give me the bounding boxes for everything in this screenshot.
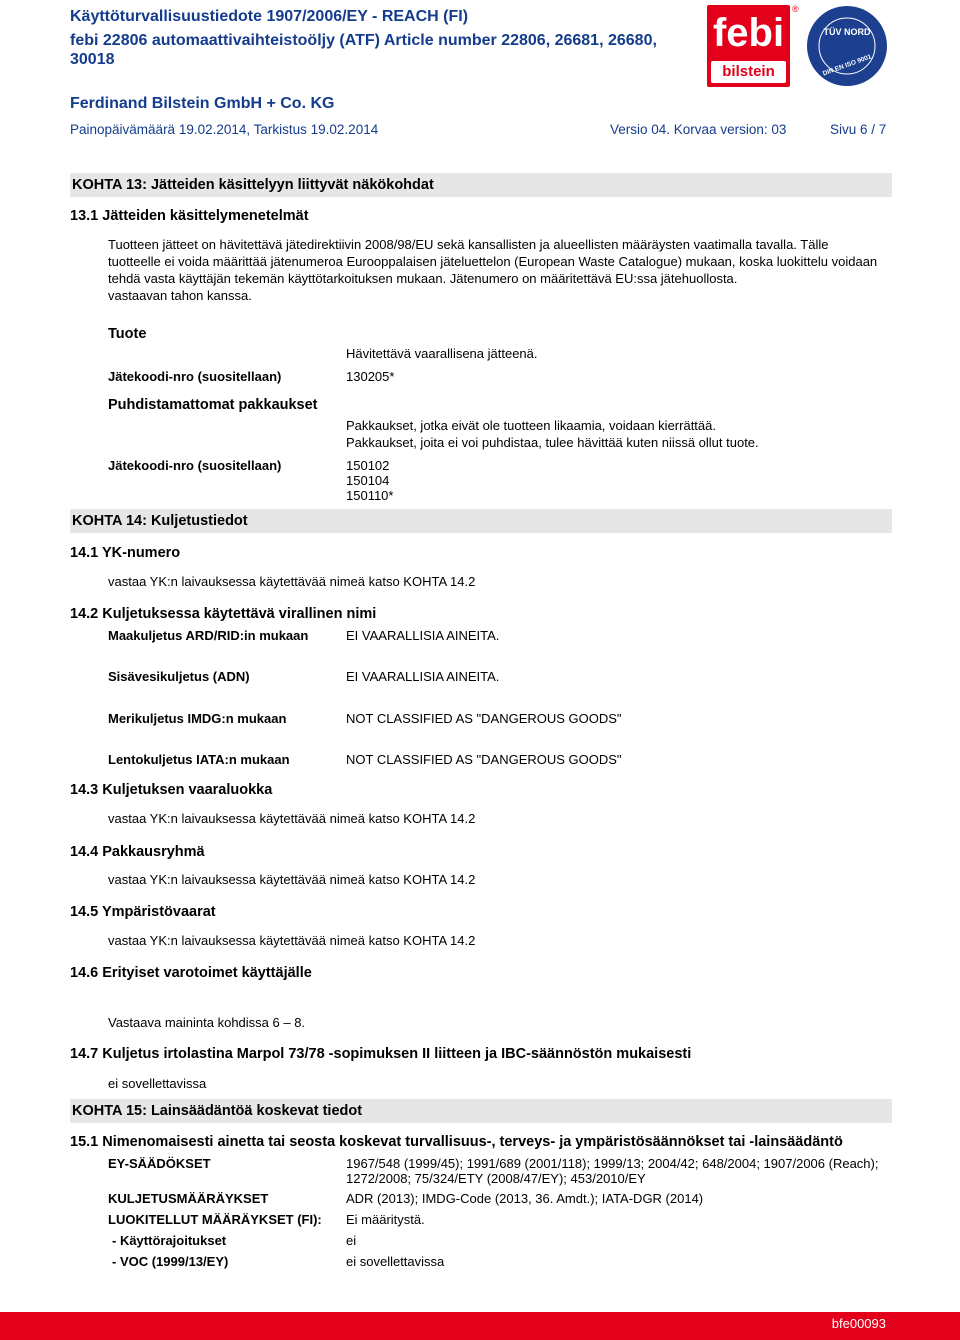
disposal-paragraph [108, 236, 888, 304]
registered-icon: ® [792, 4, 799, 14]
transport-row-label: Maakuljetus ARD/RID:in mukaan [108, 628, 309, 643]
waste-code-item: 150104 [346, 473, 390, 488]
transport-row-label: Merikuljetus IMDG:n mukaan [108, 711, 287, 726]
footer-bar [0, 1312, 960, 1340]
product-label: Tuote [108, 326, 147, 342]
transport-regulations-label: KULJETUSMÄÄRÄYKSET [108, 1191, 269, 1206]
subsection-13-1: 13.1 Jätteiden käsittelymenetelmät [70, 208, 309, 224]
classified-regulations-label: LUOKITELLUT MÄÄRÄYKSET (FI): [108, 1212, 322, 1227]
un-number-ref: vastaa YK:n laivauksessa käytettävää nimeä katso KOHTA 14.2 [108, 574, 476, 589]
subsection-14-5: 14.5 Ympäristövaarat [70, 904, 216, 920]
waste-code-item: 150102 [346, 458, 390, 473]
print-dates: Painopäivämäärä 19.02.2014, Tarkistus 19.02.2014 [70, 122, 379, 137]
packages-text-1: Pakkaukset, jotka eivät ole tuotteen likaamia, voidaan kierrättää. [346, 418, 716, 433]
waste-code-label-2: Jätekoodi-nro (suositellaan) [108, 458, 282, 473]
section-13-title: KOHTA 13: Jätteiden käsittelyyn liittyvät näkökohdat [72, 177, 434, 193]
version-info: Versio 04. Korvaa version: 03 [610, 122, 787, 137]
transport-row-value: EI VAARALLISIA AINEITA. [346, 669, 500, 684]
transport-row-label: Lentokuljetus IATA:n mukaan [108, 752, 290, 767]
document-title: Käyttöturvallisuustiedote 1907/2006/EY - REACH (FI) [70, 8, 469, 25]
transport-row-label: Sisävesikuljetus (ADN) [108, 669, 250, 684]
environment-hazards-ref: vastaa YK:n laivauksessa käytettävää nimeä katso KOHTA 14.2 [108, 933, 476, 948]
ey-regulations-label: EY-SÄÄDÖKSET [108, 1156, 211, 1171]
product-name-line1: febi 22806 automaattivaihteistoöljy (ATF) Article number 22806, 26681, 26680, [70, 32, 657, 49]
usage-restrictions-label: - Käyttörajoitukset [112, 1233, 227, 1248]
section-14-band [70, 509, 892, 533]
ey-regulations-line: 1272/2008; 75/324/ETY (2008/47/EY); 453/2010/EY [346, 1171, 646, 1186]
transport-row-value: NOT CLASSIFIED AS "DANGEROUS GOODS" [346, 711, 622, 726]
usage-restrictions-value: ei [346, 1233, 357, 1248]
subsection-14-4: 14.4 Pakkausryhmä [70, 844, 205, 860]
waste-code-item: 150110* [346, 488, 394, 503]
transport-regulations-value: ADR (2013); IMDG-Code (2013, 36. Amdt.); IATA-DGR (2014) [346, 1191, 704, 1206]
subsection-14-3: 14.3 Kuljetuksen vaaraluokka [70, 782, 273, 798]
packages-label: Puhdistamattomat pakkaukset [108, 397, 318, 413]
logo-bar [711, 61, 786, 83]
footer-code: bfe00093 [831, 1316, 886, 1331]
product-name-line2: 30018 [70, 51, 115, 68]
ey-regulations-value [346, 1156, 878, 1186]
para-line: Tuotteen jätteet on hävitettävä jätedirektiivin 2008/98/EU sekä kansallisten ja alueellisten määräysten vaatimalla tavalla. Tälle [108, 237, 829, 252]
voc-label: - VOC (1999/13/EY) [112, 1254, 229, 1269]
subsection-15-1: 15.1 Nimenomaisesti ainetta tai seosta koskevat turvallisuus-, terveys- ja ympäristösäännökset tai -lainsäädäntö [70, 1134, 843, 1150]
cert-top-text: TÜV NORD [823, 27, 871, 37]
logo-bilstein-text: bilstein [722, 63, 775, 80]
waste-code-values-2 [346, 458, 393, 503]
subsection-14-2: 14.2 Kuljetuksessa käytettävä virallinen nimi [70, 606, 377, 622]
subsection-14-1: 14.1 YK-numero [70, 545, 181, 561]
waste-code-value-1: 130205* [346, 369, 395, 384]
febi-bilstein-logo [707, 5, 790, 87]
ey-regulations-line: 1967/548 (1999/45); 1991/689 (2001/118); 1999/13; 2004/42; 648/2004; 1907/2006 (Reach); [346, 1156, 879, 1171]
transport-row-value: NOT CLASSIFIED AS "DANGEROUS GOODS" [346, 752, 622, 767]
special-precautions-ref: Vastaava maininta kohdissa 6 – 8. [108, 1015, 306, 1030]
classified-regulations-value: Ei määritystä. [346, 1212, 425, 1227]
cert-bottom-text: DIN EN ISO 9001 [821, 53, 873, 78]
subsection-14-6: 14.6 Erityiset varotoimet käyttäjälle [70, 965, 312, 981]
para-line: tehdä vasta käyttäjän tekemän käyttötarkoituksen mukaan. Jätenumero on määritettävä EU:ssa jätehuollosta. [108, 271, 738, 286]
hazard-class-ref: vastaa YK:n laivauksessa käytettävää nimeä katso KOHTA 14.2 [108, 811, 476, 826]
page-number: Sivu 6 / 7 [830, 122, 887, 137]
section-15-band [70, 1099, 892, 1123]
packages-text-2: Pakkaukset, joita ei voi puhdistaa, tulee hävittää kuten niissä ollut tuote. [346, 435, 759, 450]
logo-febi-text: febi [712, 11, 785, 55]
section-14-title: KOHTA 14: Kuljetustiedot [72, 513, 248, 529]
product-disposal-text: Hävitettävä vaarallisena jätteenä. [346, 346, 538, 361]
packing-group-ref: vastaa YK:n laivauksessa käytettävää nimeä katso KOHTA 14.2 [108, 872, 476, 887]
para-line: tuotteelle ei voida määrittää jätenumeroa Eurooppalaisen jäteluettelon (European Waste Catalogue) mukaan, koska luokittelu voidaan [108, 254, 878, 269]
tuv-nord-certificate-seal [806, 5, 888, 87]
voc-value: ei sovellettavissa [346, 1254, 445, 1269]
waste-code-label-1: Jätekoodi-nro (suositellaan) [108, 369, 282, 384]
section-15-title: KOHTA 15: Lainsäädäntöä koskevat tiedot [72, 1103, 363, 1119]
subsection-14-7: 14.7 Kuljetus irtolastina Marpol 73/78 -sopimuksen II liitteen ja IBC-säännöstön mukaisesti [70, 1046, 692, 1062]
bulk-transport-ref: ei sovellettavissa [108, 1076, 207, 1091]
company-name: Ferdinand Bilstein GmbH + Co. KG [70, 95, 335, 112]
transport-row-value: EI VAARALLISIA AINEITA. [346, 628, 500, 643]
section-13-band [70, 173, 892, 197]
para-line: vastaavan tahon kanssa. [108, 288, 252, 303]
